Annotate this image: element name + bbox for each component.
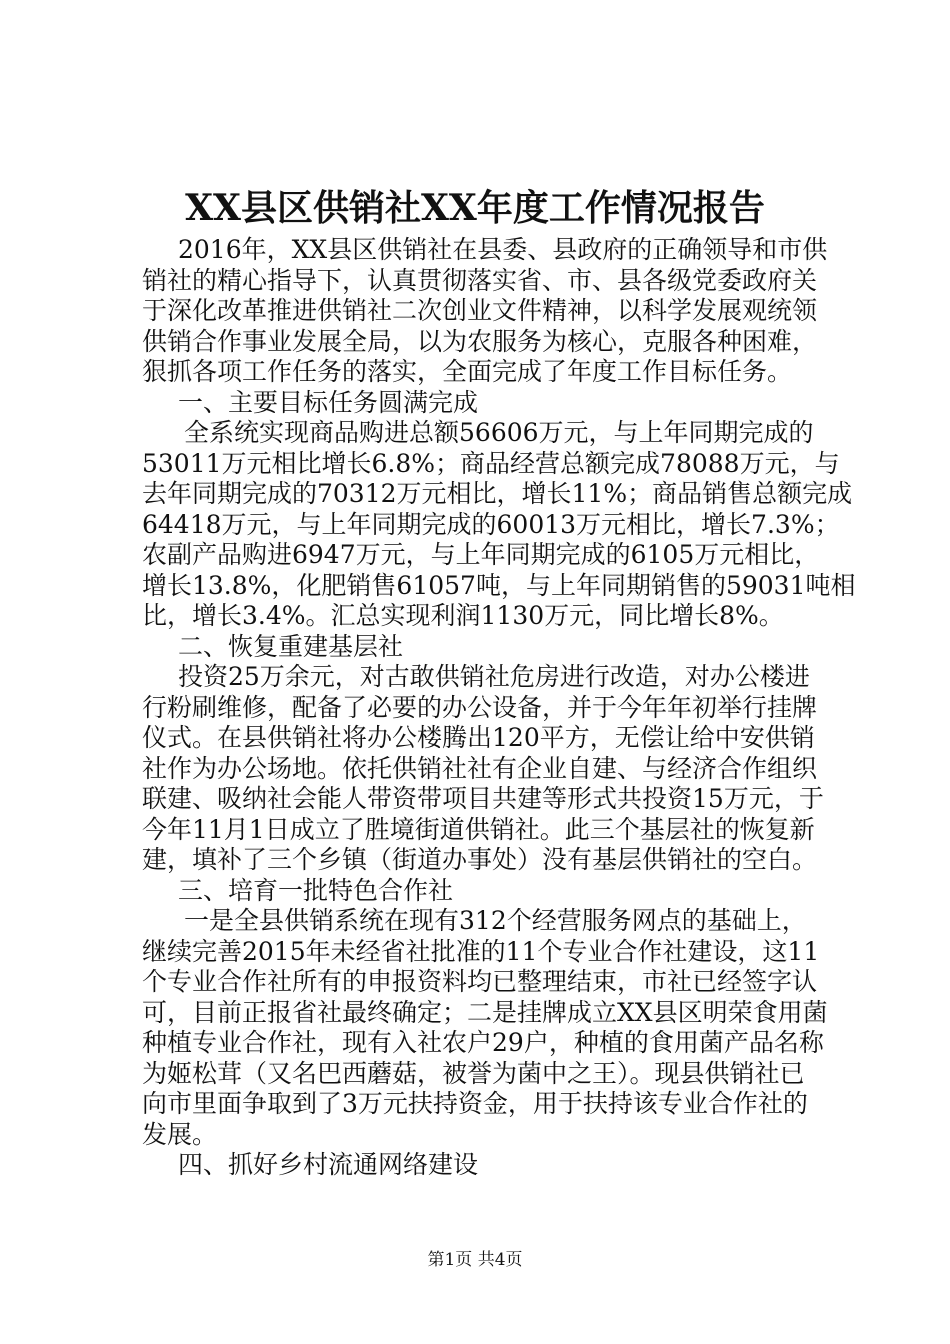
body-line: 销社的精心指导下，认真贯彻落实省、市、县各级党委政府关 [142,265,818,295]
body-line: 比，增长3.4%。汇总实现利润1130万元，同比增长8%。 [142,601,784,630]
body-line: 建，填补了三个乡镇（街道办事处）没有基层供销社的空白。 [142,845,818,874]
body-line: 农副产品购进6947万元，与上年同期完成的6105万元相比， [142,540,820,569]
body-line: 为姬松茸（又名巴西蘑菇，被誉为菌中之王）。现县供销社已 [142,1058,805,1088]
body-line: 个专业合作社所有的申报资料均已整理结束，市社已经签字认 [142,967,818,996]
body-line: 供销合作事业发展全局，以为农服务为核心，克服各种困难， [142,326,818,356]
body-line: 种植专业合作社，现有入社农户29户，种植的食用菌产品名称 [142,1028,824,1057]
body-line: 53011万元相比增长6.8%；商品经营总额完成78088万元，与 [142,448,840,478]
body-line: 发展。 [142,1119,218,1149]
body-line: 今年11月1日成立了胜境街道供销社。此三个基层社的恢复新 [142,814,815,844]
body-line: 向市里面争取到了3万元扶持资金，用于扶持该专业合作社的 [142,1089,808,1118]
body-line: 增长13.8%，化肥销售61057吨，与上年同期销售的59031吨相 [142,570,856,600]
section-heading: 三、培育一批特色合作社 [178,875,454,905]
body-line: 2016年，XX县区供销社在县委、县政府的正确领导和市供 [178,235,828,264]
body-line: 64418万元，与上年同期完成的60013万元相比，增长7.3%； [142,509,840,539]
section-heading: 二、恢复重建基层社 [178,631,404,661]
body-line: 狠抓各项工作任务的落实，全面完成了年度工作目标任务。 [142,357,793,386]
body-line: 全系统实现商品购进总额56606万元，与上年同期完成的 [184,418,814,447]
page-number: 第1页 共4页 [427,1250,523,1270]
body-line: 去年同期完成的70312万元相比，增长11%；商品销售总额完成 [142,479,853,508]
document-title: XX县区供销社XX年度工作情况报告 [185,187,765,229]
body-line: 可，目前正报省社最终确定；二是挂牌成立XX县区明荣食用菌 [142,997,828,1027]
body-line: 行粉刷维修，配备了必要的办公设备，并于今年年初举行挂牌 [142,692,818,722]
body-line: 联建、吸纳社会能人带资带项目共建等形式共投资15万元，于 [142,784,824,813]
body-line: 社作为办公场地。依托供销社社有企业自建、与经济合作组织 [142,753,818,783]
body-line: 仪式。在县供销社将办公楼腾出120平方，无偿让给中安供销 [142,723,815,752]
body-line: 一是全县供销系统在现有312个经营服务网点的基础上， [184,906,807,935]
body-line: 投资25万余元，对古敢供销社危房进行改造，对办公楼进 [178,662,810,691]
body-line: 于深化改革推进供销社二次创业文件精神，以科学发展观统领 [142,296,818,325]
document-body [142,235,856,1181]
section-heading: 一、主要目标任务圆满完成 [178,387,479,417]
body-line: 继续完善2015年未经省社批准的11个专业合作社建设，这11 [142,936,820,966]
section-heading: 四、抓好乡村流通网络建设 [178,1150,479,1179]
